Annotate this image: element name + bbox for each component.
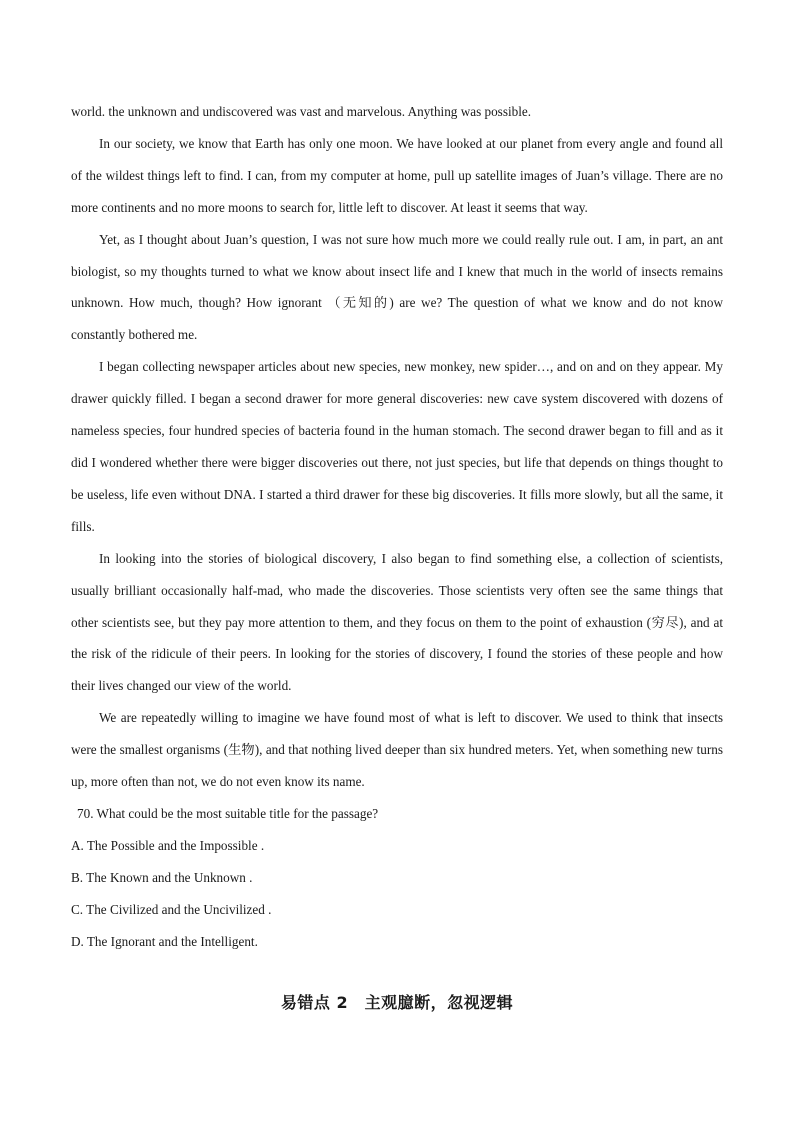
passage-paragraph: world. the unknown and undiscovered was vast and marvelous. Anything was possible.	[71, 104, 532, 119]
answer-option-a: A. The Possible and the Impossible .	[71, 837, 265, 853]
answer-option-b: B. The Known and the Unknown .	[71, 869, 253, 885]
passage-paragraph: In looking into the stories of biological discovery, I also began to find something else, a collection of scientists, usually brilliant occasionally half-mad, who made the discoveries. Those scientists very often see the same things that other scientists see, but they pay more attention to them, and they focus on them to the point of exhaustion (穷尽), and at the risk of the ridicule of their peers. In looking for the stories of discovery, I found the stories of these people and how their lives changed our view of the world.	[71, 550, 723, 694]
answer-option-c: C. The Civilized and the Uncivilized .	[71, 901, 272, 917]
passage-paragraph: Yet, as I thought about Juan’s question, I was not sure how much more we could really rule out. I am, in part, an ant biologist, so my thoughts turned to what we know about insect life and I knew that much in the world of insects remains unknown. How much, though? How ignorant （无知的) are we? The question of what we know and do not know constantly bothered me.	[71, 231, 723, 343]
passage-paragraph: We are repeatedly willing to imagine we have found most of what is left to discover. We used to think that insects were the smallest organisms (生物), and that nothing lived deeper than six hundred meters. Yet, when something new turns up, more often than not, we do not even know its name.	[71, 710, 723, 790]
answer-option-d: D. The Ignorant and the Intelligent.	[71, 933, 258, 949]
question-stem: 70. What could be the most suitable title for the passage?	[77, 805, 379, 821]
section-heading: 易错点 2 主观臆断，忽视逻辑	[280, 993, 514, 1012]
passage-paragraph: In our society, we know that Earth has only one moon. We have looked at our planet from every angle and found all of the wildest things left to find. I can, from my computer at home, pull up satellite images of Juan’s village. There are no more continents and no more moons to search for, little left to discover. At least it seems that way.	[71, 135, 723, 215]
passage-paragraph: I began collecting newspaper articles about new species, new monkey, new spider…, and on and on they appear. My drawer quickly filled. I began a second drawer for more general discoveries: new cave system discovered with dozens of nameless species, four hundred species of bacteria found in the human stomach. The second drawer began to fill and as it did I wondered whether there were bigger discoveries out there, not just species, but life that depends on things thought to be useless, life even without DNA. I started a third drawer for these big discoveries. It fills more slowly, but all the same, it fills.	[71, 359, 723, 534]
document-page	[71, 96, 723, 957]
